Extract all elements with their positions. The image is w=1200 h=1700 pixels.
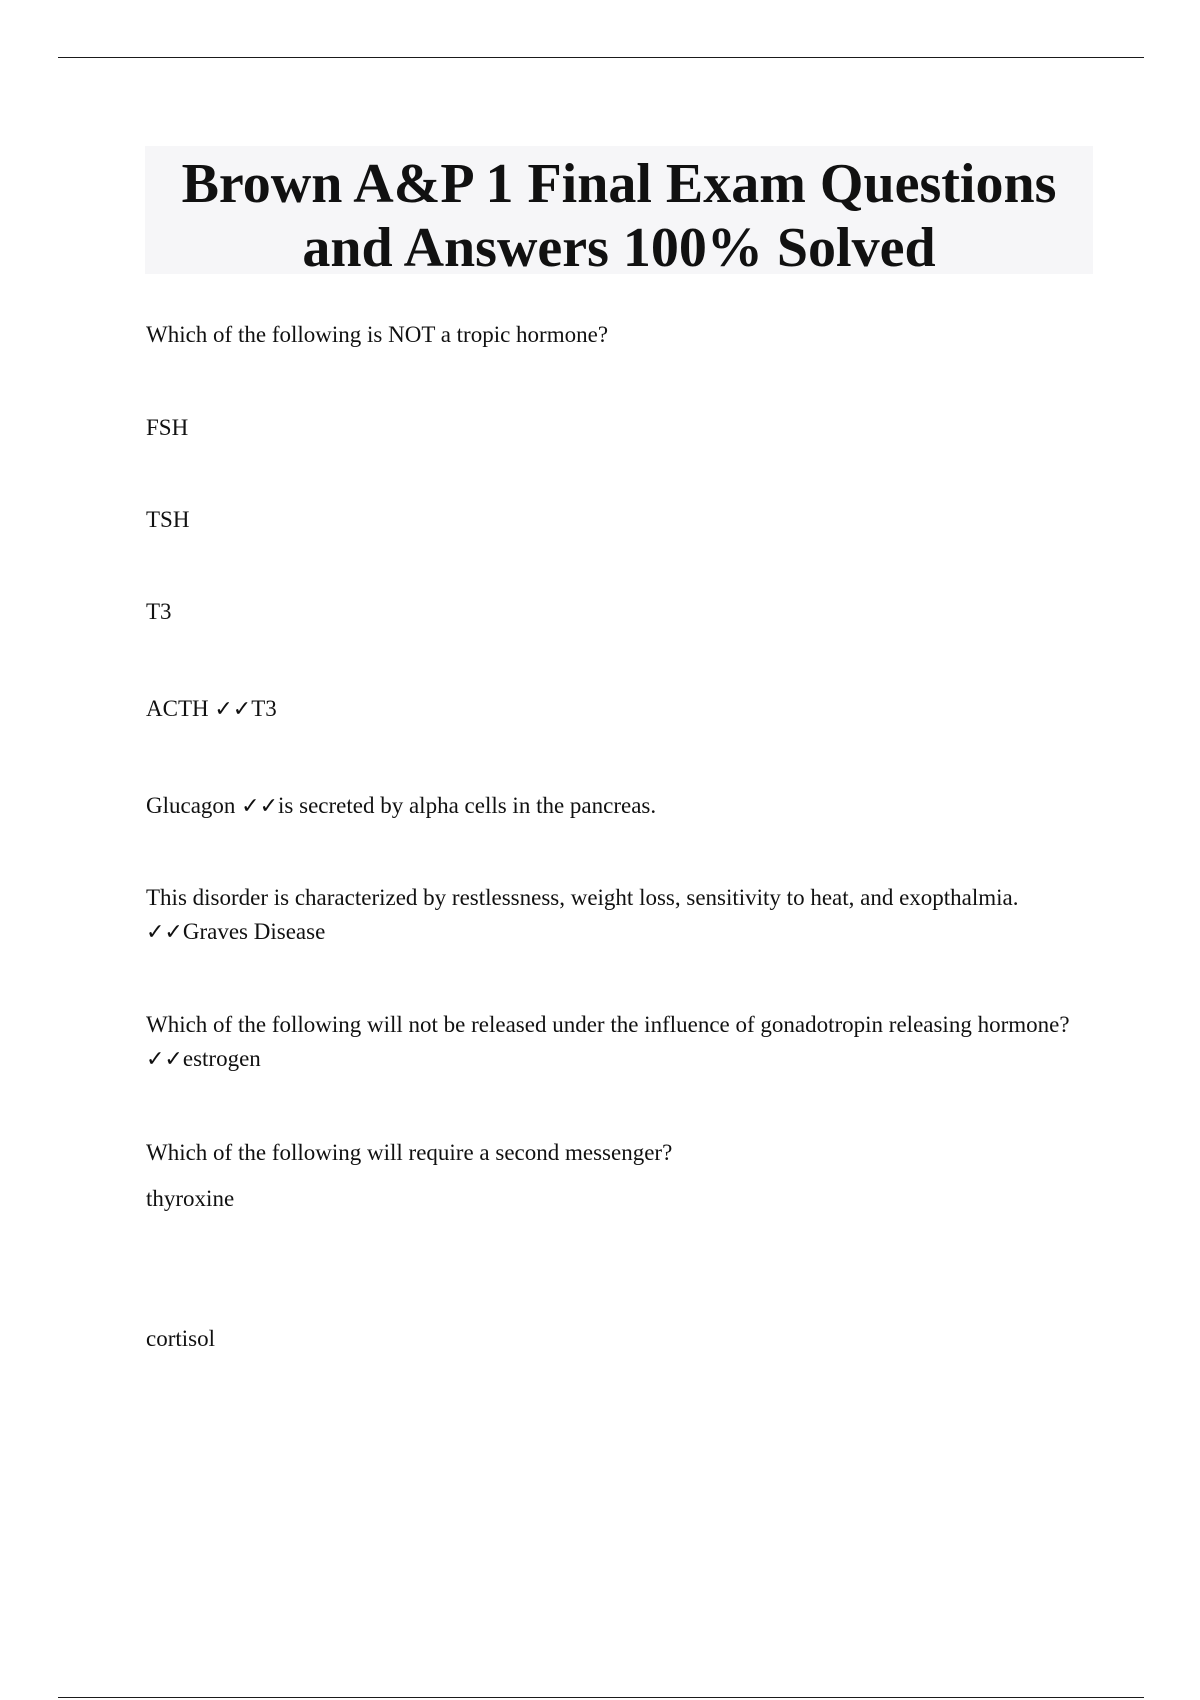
question-1-answer: T3 [251,696,277,721]
question-1-text: Which of the following is NOT a tropic hormone? [146,322,609,347]
question-5-text: Which of the following will require a second messenger? [146,1140,673,1165]
check-icon: ✓✓ [241,794,279,819]
check-icon: ✓✓ [146,920,183,945]
question-1-option-3: T3 [146,599,172,624]
question-5-option-1: thyroxine [146,1186,235,1211]
question-1-option-2: TSH [146,507,190,532]
question-3-text: This disorder is characterized by restlessness, weight loss, sensitivity to heat, and exopthalmia. [146,885,1019,910]
bottom-rule [58,1697,1144,1698]
question-2 [146,789,1096,824]
question-4-text: Which of the following will not be released under the influence of gonadotropin releasing hormone? [146,1012,1070,1037]
question-4-answer: estrogen [182,1046,261,1071]
question-2-answer: is secreted by alpha cells in the pancreas. [278,793,657,818]
question-5 [146,1136,1096,1170]
check-icon: ✓✓ [214,697,252,722]
question-1-option-4 [146,692,1096,727]
question-1-option-1: FSH [146,415,189,440]
question-3-answer: Graves Disease [182,919,326,944]
question-3 [146,881,1096,950]
question-1-option-4-text: ACTH [146,696,209,721]
document-title: Brown A&P 1 Final Exam Questions and Answers 100% Solved [181,153,1057,279]
question-2-text: Glucagon [146,793,236,818]
check-icon: ✓✓ [146,1047,183,1072]
top-rule [58,57,1144,58]
question-1 [146,318,1096,352]
title-banner [145,146,1093,279]
question-5-option-2: cortisol [146,1326,215,1351]
question-4 [146,1008,1096,1077]
